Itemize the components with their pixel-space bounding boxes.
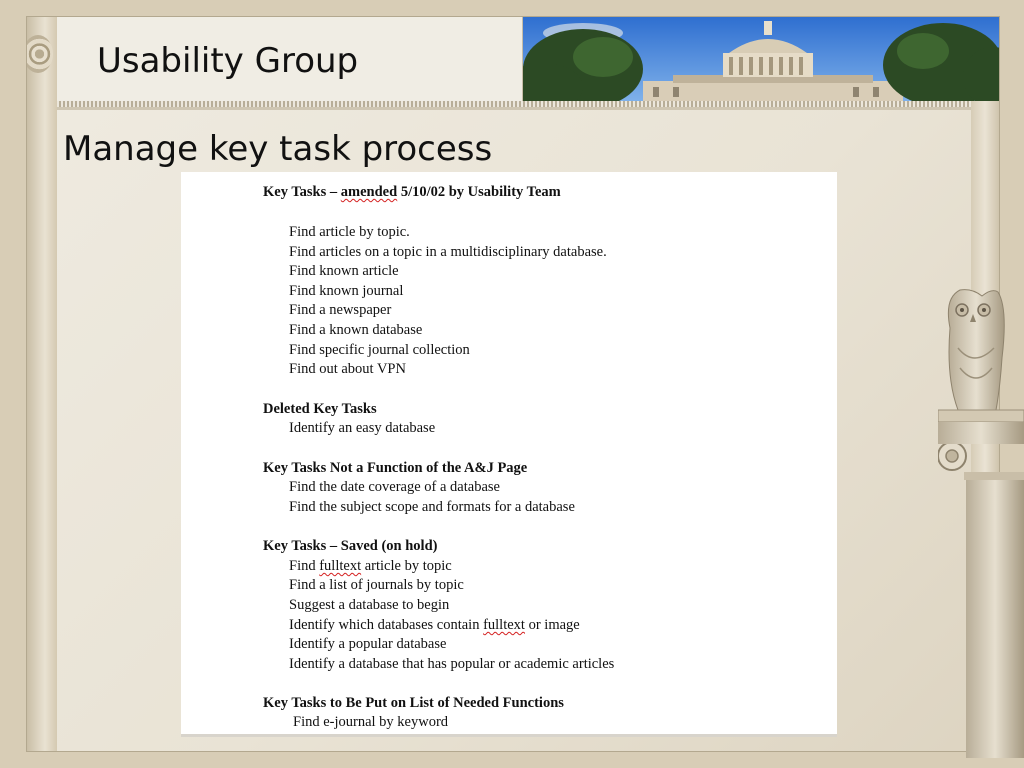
section-title: Deleted Key Tasks bbox=[263, 401, 377, 417]
spellcheck-word: amended bbox=[340, 184, 398, 200]
list-item: Find known journal bbox=[289, 283, 404, 299]
list-item: Find the subject scope and formats for a database bbox=[289, 499, 575, 515]
list-item: Find known article bbox=[289, 263, 399, 279]
slide-heading: Manage key task process bbox=[63, 129, 493, 169]
list-item: Find specific journal collection bbox=[289, 342, 470, 358]
domed-building-image bbox=[523, 17, 1000, 101]
section-title: Key Tasks to Be Put on List of Needed Functions bbox=[263, 695, 564, 711]
list-item: Identify which databases contain fulltext or image bbox=[289, 617, 580, 633]
document-image bbox=[181, 172, 837, 737]
left-column-ornament bbox=[27, 17, 57, 751]
list-item: Identify a popular database bbox=[289, 636, 447, 652]
list-item: Find a newspaper bbox=[289, 302, 392, 318]
list-item: Find articles on a topic in a multidisciplinary database. bbox=[289, 244, 607, 260]
slide bbox=[26, 16, 1000, 752]
list-item: Find fulltext article by topic bbox=[289, 558, 452, 574]
spellcheck-word: fulltext bbox=[319, 558, 362, 574]
section-title: Key Tasks – Saved (on hold) bbox=[263, 538, 438, 554]
list-item: Identify a database that has popular or academic articles bbox=[289, 656, 615, 672]
spellcheck-word: fulltext bbox=[483, 617, 525, 633]
list-item: Find e-journal by keyword bbox=[293, 714, 449, 730]
volute-ornament-icon bbox=[26, 35, 53, 73]
section-title: Key Tasks Not a Function of the A&J Page bbox=[263, 460, 528, 476]
owl-icon bbox=[938, 288, 1024, 758]
list-item: Find a list of journals by topic bbox=[289, 577, 464, 593]
list-item: Find a known database bbox=[289, 322, 423, 338]
list-item: Find out about VPN bbox=[289, 361, 406, 377]
header-photo bbox=[522, 17, 1000, 101]
list-item: Identify an easy database bbox=[289, 420, 436, 436]
header-divider-shadow bbox=[27, 107, 999, 110]
list-item: Find article by topic. bbox=[289, 224, 410, 240]
slide-title: Usability Group bbox=[97, 41, 359, 81]
list-item: Suggest a database to begin bbox=[289, 597, 450, 613]
doc-header: Key Tasks – amended 5/10/02 by Usability Team bbox=[263, 184, 561, 200]
owl-statue-image bbox=[938, 288, 1024, 758]
list-item: Find the date coverage of a database bbox=[289, 479, 500, 495]
